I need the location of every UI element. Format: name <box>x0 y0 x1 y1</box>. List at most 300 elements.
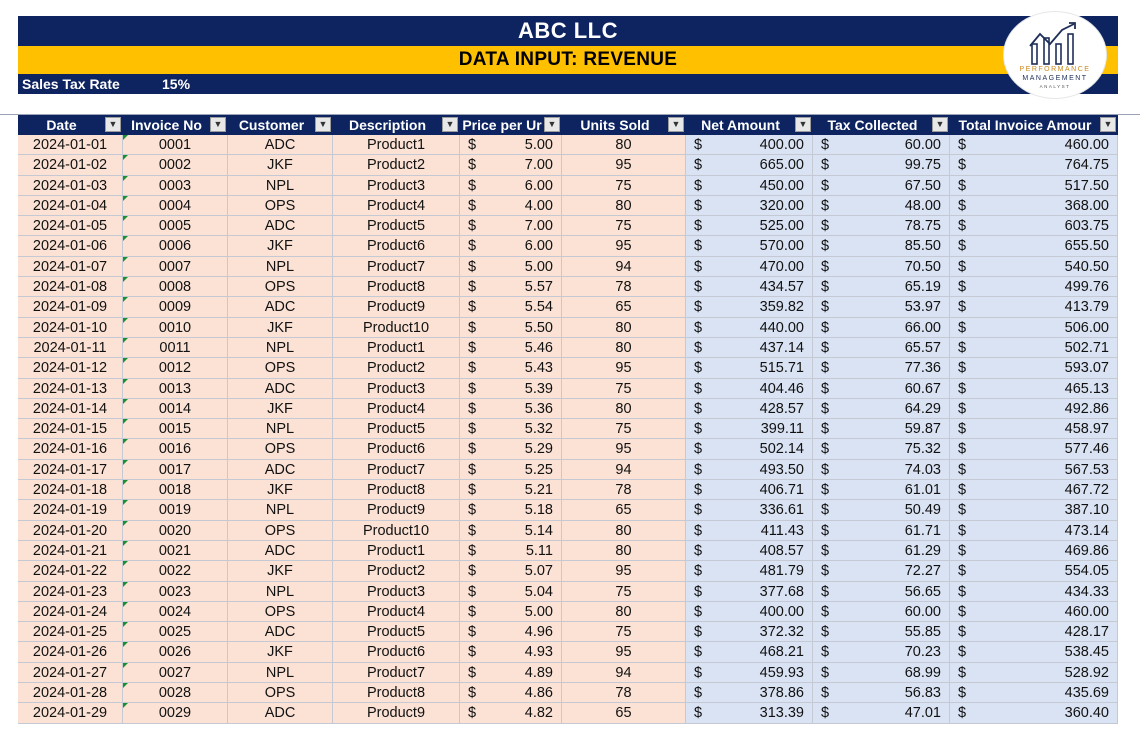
cell-total-invoice-amount[interactable] <box>950 358 1118 378</box>
text-number-warning-icon <box>123 541 128 546</box>
cell-value: JKF <box>267 157 293 174</box>
cell-invoice-no[interactable] <box>123 683 228 703</box>
cell-units-sold[interactable] <box>562 399 686 419</box>
cell-invoice-no[interactable] <box>123 480 228 500</box>
cell-customer[interactable] <box>228 521 333 541</box>
cell-tax-collected[interactable] <box>813 602 950 622</box>
cell-tax-collected[interactable] <box>813 297 950 317</box>
cell-price-per-unit[interactable] <box>460 419 562 439</box>
cell-total-invoice-amount[interactable] <box>950 257 1118 277</box>
cell-units-sold[interactable] <box>562 561 686 581</box>
cell-date[interactable] <box>18 521 123 541</box>
cell-net-amount[interactable] <box>686 379 813 399</box>
cell-units-sold[interactable] <box>562 541 686 561</box>
cell-invoice-no[interactable] <box>123 216 228 236</box>
cell-units-sold[interactable] <box>562 480 686 500</box>
cell-price-per-unit[interactable] <box>460 277 562 297</box>
cell-invoice-no[interactable] <box>123 318 228 338</box>
cell-units-sold[interactable] <box>562 155 686 175</box>
cell-tax-collected[interactable] <box>813 500 950 520</box>
cell-value: OPS <box>264 522 296 539</box>
filter-dropdown-icon[interactable]: ▼ <box>315 117 331 132</box>
cell-tax-collected[interactable] <box>813 277 950 297</box>
cell-date[interactable] <box>18 155 123 175</box>
cell-total-invoice-amount[interactable] <box>950 703 1118 723</box>
cell-total-invoice-amount[interactable] <box>950 561 1118 581</box>
cell-value: 593.07 <box>1064 360 1109 377</box>
cell-units-sold[interactable] <box>562 500 686 520</box>
cell-invoice-no[interactable] <box>123 622 228 642</box>
cell-invoice-no[interactable] <box>123 399 228 419</box>
cell-description[interactable] <box>333 500 460 520</box>
currency-symbol: $ <box>694 279 703 296</box>
cell-description[interactable] <box>333 318 460 338</box>
cell-price-per-unit[interactable] <box>460 216 562 236</box>
currency-symbol: $ <box>694 197 703 214</box>
cell-customer[interactable] <box>228 622 333 642</box>
cell-invoice-no[interactable] <box>123 460 228 480</box>
sales-tax-value[interactable]: 15% <box>162 76 191 92</box>
cell-price-per-unit[interactable] <box>460 155 562 175</box>
cell-net-amount[interactable] <box>686 419 813 439</box>
cell-price-per-unit[interactable] <box>460 379 562 399</box>
cell-invoice-no[interactable] <box>123 176 228 196</box>
cell-price-per-unit[interactable] <box>460 622 562 642</box>
cell-value: 80 <box>615 319 632 336</box>
cell-total-invoice-amount[interactable] <box>950 399 1118 419</box>
cell-customer[interactable] <box>228 135 333 155</box>
cell-net-amount[interactable] <box>686 135 813 155</box>
cell-customer[interactable] <box>228 582 333 602</box>
cell-customer[interactable] <box>228 358 333 378</box>
cell-tax-collected[interactable] <box>813 703 950 723</box>
cell-price-per-unit[interactable] <box>460 703 562 723</box>
cell-invoice-no[interactable] <box>123 561 228 581</box>
cell-price-per-unit[interactable] <box>460 135 562 155</box>
cell-customer[interactable] <box>228 460 333 480</box>
cell-tax-collected[interactable] <box>813 379 950 399</box>
cell-price-per-unit[interactable] <box>460 236 562 256</box>
cell-net-amount[interactable] <box>686 703 813 723</box>
cell-value: 0019 <box>158 502 192 519</box>
cell-customer[interactable] <box>228 297 333 317</box>
currency-symbol: $ <box>468 705 477 722</box>
cell-units-sold[interactable] <box>562 622 686 642</box>
filter-dropdown-icon[interactable]: ▼ <box>1100 117 1116 132</box>
cell-total-invoice-amount[interactable] <box>950 155 1118 175</box>
cell-date[interactable] <box>18 297 123 317</box>
cell-tax-collected[interactable] <box>813 155 950 175</box>
cell-description[interactable] <box>333 277 460 297</box>
cell-units-sold[interactable] <box>562 196 686 216</box>
cell-tax-collected[interactable] <box>813 399 950 419</box>
cell-invoice-no[interactable] <box>123 257 228 277</box>
cell-customer[interactable] <box>228 216 333 236</box>
cell-invoice-no[interactable] <box>123 602 228 622</box>
cell-price-per-unit[interactable] <box>460 480 562 500</box>
cell-total-invoice-amount[interactable] <box>950 297 1118 317</box>
cell-total-invoice-amount[interactable] <box>950 318 1118 338</box>
cell-customer[interactable] <box>228 419 333 439</box>
cell-description[interactable] <box>333 683 460 703</box>
cell-price-per-unit[interactable] <box>460 176 562 196</box>
cell-description[interactable] <box>333 521 460 541</box>
cell-invoice-no[interactable] <box>123 297 228 317</box>
cell-units-sold[interactable] <box>562 135 686 155</box>
cell-description[interactable] <box>333 663 460 683</box>
cell-total-invoice-amount[interactable] <box>950 480 1118 500</box>
cell-invoice-no[interactable] <box>123 582 228 602</box>
cell-customer[interactable] <box>228 338 333 358</box>
cell-net-amount[interactable] <box>686 622 813 642</box>
cell-value: 5.07 <box>524 563 553 580</box>
filter-dropdown-icon[interactable]: ▼ <box>668 117 684 132</box>
cell-units-sold[interactable] <box>562 297 686 317</box>
cell-value: 78 <box>615 279 632 296</box>
cell-total-invoice-amount[interactable] <box>950 582 1118 602</box>
cell-date[interactable] <box>18 602 123 622</box>
cell-units-sold[interactable] <box>562 216 686 236</box>
cell-total-invoice-amount[interactable] <box>950 602 1118 622</box>
cell-invoice-no[interactable] <box>123 135 228 155</box>
cell-units-sold[interactable] <box>562 703 686 723</box>
cell-value: 2024-01-27 <box>32 664 108 681</box>
cell-description[interactable] <box>333 338 460 358</box>
cell-total-invoice-amount[interactable] <box>950 216 1118 236</box>
cell-date[interactable] <box>18 663 123 683</box>
cell-units-sold[interactable] <box>562 338 686 358</box>
cell-net-amount[interactable] <box>686 196 813 216</box>
cell-tax-collected[interactable] <box>813 642 950 662</box>
cell-total-invoice-amount[interactable] <box>950 541 1118 561</box>
cell-description[interactable] <box>333 379 460 399</box>
cell-customer[interactable] <box>228 399 333 419</box>
cell-total-invoice-amount[interactable] <box>950 642 1118 662</box>
cell-net-amount[interactable] <box>686 257 813 277</box>
cell-invoice-no[interactable] <box>123 663 228 683</box>
cell-description[interactable] <box>333 196 460 216</box>
cell-net-amount[interactable] <box>686 338 813 358</box>
cell-tax-collected[interactable] <box>813 135 950 155</box>
cell-net-amount[interactable] <box>686 561 813 581</box>
cell-customer[interactable] <box>228 439 333 459</box>
cell-invoice-no[interactable] <box>123 642 228 662</box>
cell-invoice-no[interactable] <box>123 379 228 399</box>
cell-value: 2024-01-06 <box>32 238 108 255</box>
cell-units-sold[interactable] <box>562 521 686 541</box>
cell-price-per-unit[interactable] <box>460 358 562 378</box>
cell-customer[interactable] <box>228 541 333 561</box>
cell-total-invoice-amount[interactable] <box>950 379 1118 399</box>
cell-units-sold[interactable] <box>562 439 686 459</box>
currency-symbol: $ <box>694 400 703 417</box>
cell-net-amount[interactable] <box>686 663 813 683</box>
cell-price-per-unit[interactable] <box>460 460 562 480</box>
cell-customer[interactable] <box>228 480 333 500</box>
cell-units-sold[interactable] <box>562 582 686 602</box>
cell-total-invoice-amount[interactable] <box>950 135 1118 155</box>
cell-price-per-unit[interactable] <box>460 318 562 338</box>
cell-price-per-unit[interactable] <box>460 561 562 581</box>
cell-value: 387.10 <box>1064 502 1109 519</box>
currency-symbol: $ <box>958 522 967 539</box>
cell-invoice-no[interactable] <box>123 541 228 561</box>
cell-price-per-unit[interactable] <box>460 439 562 459</box>
cell-date[interactable] <box>18 500 123 520</box>
cell-net-amount[interactable] <box>686 358 813 378</box>
cell-net-amount[interactable] <box>686 155 813 175</box>
cell-date[interactable] <box>18 236 123 256</box>
cell-description[interactable] <box>333 297 460 317</box>
cell-net-amount[interactable] <box>686 642 813 662</box>
cell-date[interactable] <box>18 338 123 358</box>
filter-dropdown-icon[interactable]: ▼ <box>105 117 121 132</box>
cell-tax-collected[interactable] <box>813 663 950 683</box>
cell-customer[interactable] <box>228 683 333 703</box>
cell-date[interactable] <box>18 703 123 723</box>
cell-description[interactable] <box>333 135 460 155</box>
cell-net-amount[interactable] <box>686 521 813 541</box>
cell-value: 72.27 <box>904 563 941 580</box>
cell-total-invoice-amount[interactable] <box>950 683 1118 703</box>
cell-description[interactable] <box>333 622 460 642</box>
cell-description[interactable] <box>333 541 460 561</box>
cell-customer[interactable] <box>228 236 333 256</box>
cell-date[interactable] <box>18 135 123 155</box>
cell-invoice-no[interactable] <box>123 500 228 520</box>
cell-description[interactable] <box>333 419 460 439</box>
cell-value: 2024-01-01 <box>32 137 108 153</box>
cell-tax-collected[interactable] <box>813 521 950 541</box>
cell-description[interactable] <box>333 480 460 500</box>
cell-net-amount[interactable] <box>686 500 813 520</box>
cell-price-per-unit[interactable] <box>460 500 562 520</box>
cell-invoice-no[interactable] <box>123 419 228 439</box>
cell-description[interactable] <box>333 399 460 419</box>
cell-price-per-unit[interactable] <box>460 399 562 419</box>
cell-price-per-unit[interactable] <box>460 541 562 561</box>
cell-units-sold[interactable] <box>562 419 686 439</box>
cell-customer[interactable] <box>228 379 333 399</box>
cell-total-invoice-amount[interactable] <box>950 460 1118 480</box>
cell-total-invoice-amount[interactable] <box>950 439 1118 459</box>
cell-price-per-unit[interactable] <box>460 196 562 216</box>
cell-units-sold[interactable] <box>562 176 686 196</box>
filter-dropdown-icon[interactable]: ▼ <box>544 117 560 132</box>
cell-description[interactable] <box>333 176 460 196</box>
cell-date[interactable] <box>18 257 123 277</box>
cell-customer[interactable] <box>228 155 333 175</box>
cell-tax-collected[interactable] <box>813 419 950 439</box>
cell-units-sold[interactable] <box>562 277 686 297</box>
cell-net-amount[interactable] <box>686 460 813 480</box>
cell-tax-collected[interactable] <box>813 460 950 480</box>
cell-value: Product2 <box>366 563 426 580</box>
cell-date[interactable] <box>18 399 123 419</box>
filter-dropdown-icon[interactable]: ▼ <box>795 117 811 132</box>
cell-tax-collected[interactable] <box>813 176 950 196</box>
cell-customer[interactable] <box>228 663 333 683</box>
cell-invoice-no[interactable] <box>123 196 228 216</box>
cell-tax-collected[interactable] <box>813 439 950 459</box>
cell-tax-collected[interactable] <box>813 582 950 602</box>
cell-price-per-unit[interactable] <box>460 582 562 602</box>
cell-price-per-unit[interactable] <box>460 683 562 703</box>
cell-date[interactable] <box>18 622 123 642</box>
cell-date[interactable] <box>18 216 123 236</box>
cell-description[interactable] <box>333 561 460 581</box>
cell-description[interactable] <box>333 703 460 723</box>
cell-total-invoice-amount[interactable] <box>950 176 1118 196</box>
currency-symbol: $ <box>468 157 477 174</box>
cell-customer[interactable] <box>228 176 333 196</box>
cell-value: NPL <box>265 177 295 194</box>
cell-invoice-no[interactable] <box>123 236 228 256</box>
cell-total-invoice-amount[interactable] <box>950 338 1118 358</box>
filter-dropdown-icon[interactable]: ▼ <box>932 117 948 132</box>
cell-tax-collected[interactable] <box>813 318 950 338</box>
cell-invoice-no[interactable] <box>123 155 228 175</box>
cell-net-amount[interactable] <box>686 297 813 317</box>
cell-tax-collected[interactable] <box>813 236 950 256</box>
cell-net-amount[interactable] <box>686 602 813 622</box>
cell-price-per-unit[interactable] <box>460 257 562 277</box>
cell-units-sold[interactable] <box>562 257 686 277</box>
cell-description[interactable] <box>333 216 460 236</box>
cell-invoice-no[interactable] <box>123 358 228 378</box>
text-number-warning-icon <box>123 419 128 424</box>
cell-customer[interactable] <box>228 500 333 520</box>
cell-value: NPL <box>265 339 295 356</box>
cell-tax-collected[interactable] <box>813 338 950 358</box>
cell-units-sold[interactable] <box>562 460 686 480</box>
cell-units-sold[interactable] <box>562 642 686 662</box>
cell-description[interactable] <box>333 358 460 378</box>
cell-invoice-no[interactable] <box>123 277 228 297</box>
cell-tax-collected[interactable] <box>813 561 950 581</box>
cell-description[interactable] <box>333 460 460 480</box>
cell-customer[interactable] <box>228 561 333 581</box>
cell-units-sold[interactable] <box>562 358 686 378</box>
cell-tax-collected[interactable] <box>813 196 950 216</box>
cell-price-per-unit[interactable] <box>460 663 562 683</box>
cell-units-sold[interactable] <box>562 683 686 703</box>
cell-total-invoice-amount[interactable] <box>950 196 1118 216</box>
cell-net-amount[interactable] <box>686 176 813 196</box>
cell-customer[interactable] <box>228 257 333 277</box>
cell-tax-collected[interactable] <box>813 480 950 500</box>
cell-price-per-unit[interactable] <box>460 521 562 541</box>
cell-price-per-unit[interactable] <box>460 338 562 358</box>
cell-total-invoice-amount[interactable] <box>950 419 1118 439</box>
cell-customer[interactable] <box>228 277 333 297</box>
cell-description[interactable] <box>333 257 460 277</box>
cell-net-amount[interactable] <box>686 541 813 561</box>
cell-invoice-no[interactable] <box>123 703 228 723</box>
cell-customer[interactable] <box>228 318 333 338</box>
cell-customer[interactable] <box>228 642 333 662</box>
cell-date[interactable] <box>18 480 123 500</box>
cell-net-amount[interactable] <box>686 216 813 236</box>
cell-description[interactable] <box>333 642 460 662</box>
cell-date[interactable] <box>18 196 123 216</box>
currency-symbol: $ <box>821 624 830 641</box>
cell-date[interactable] <box>18 561 123 581</box>
currency-symbol: $ <box>821 238 830 255</box>
cell-description[interactable] <box>333 439 460 459</box>
cell-total-invoice-amount[interactable] <box>950 521 1118 541</box>
cell-description[interactable] <box>333 155 460 175</box>
cell-total-invoice-amount[interactable] <box>950 500 1118 520</box>
cell-customer[interactable] <box>228 703 333 723</box>
cell-net-amount[interactable] <box>686 236 813 256</box>
cell-invoice-no[interactable] <box>123 521 228 541</box>
cell-net-amount[interactable] <box>686 277 813 297</box>
cell-net-amount[interactable] <box>686 399 813 419</box>
cell-tax-collected[interactable] <box>813 541 950 561</box>
cell-tax-collected[interactable] <box>813 622 950 642</box>
cell-units-sold[interactable] <box>562 379 686 399</box>
cell-net-amount[interactable] <box>686 439 813 459</box>
cell-units-sold[interactable] <box>562 663 686 683</box>
cell-units-sold[interactable] <box>562 236 686 256</box>
cell-total-invoice-amount[interactable] <box>950 663 1118 683</box>
cell-description[interactable] <box>333 582 460 602</box>
filter-dropdown-icon[interactable]: ▼ <box>442 117 458 132</box>
cell-invoice-no[interactable] <box>123 338 228 358</box>
cell-total-invoice-amount[interactable] <box>950 236 1118 256</box>
cell-tax-collected[interactable] <box>813 257 950 277</box>
cell-tax-collected[interactable] <box>813 683 950 703</box>
cell-date[interactable] <box>18 419 123 439</box>
cell-date[interactable] <box>18 358 123 378</box>
cell-date[interactable] <box>18 318 123 338</box>
cell-tax-collected[interactable] <box>813 358 950 378</box>
cell-units-sold[interactable] <box>562 602 686 622</box>
cell-date[interactable] <box>18 541 123 561</box>
cell-total-invoice-amount[interactable] <box>950 622 1118 642</box>
cell-total-invoice-amount[interactable] <box>950 277 1118 297</box>
cell-date[interactable] <box>18 460 123 480</box>
cell-customer[interactable] <box>228 602 333 622</box>
filter-dropdown-icon[interactable]: ▼ <box>210 117 226 132</box>
cell-price-per-unit[interactable] <box>460 602 562 622</box>
cell-price-per-unit[interactable] <box>460 642 562 662</box>
currency-symbol: $ <box>958 299 967 316</box>
cell-date[interactable] <box>18 379 123 399</box>
cell-net-amount[interactable] <box>686 683 813 703</box>
cell-date[interactable] <box>18 582 123 602</box>
cell-invoice-no[interactable] <box>123 439 228 459</box>
cell-date[interactable] <box>18 277 123 297</box>
currency-symbol: $ <box>958 157 967 174</box>
cell-net-amount[interactable] <box>686 318 813 338</box>
cell-date[interactable] <box>18 642 123 662</box>
cell-price-per-unit[interactable] <box>460 297 562 317</box>
cell-date[interactable] <box>18 683 123 703</box>
cell-net-amount[interactable] <box>686 480 813 500</box>
cell-net-amount[interactable] <box>686 582 813 602</box>
cell-units-sold[interactable] <box>562 318 686 338</box>
cell-description[interactable] <box>333 602 460 622</box>
cell-tax-collected[interactable] <box>813 216 950 236</box>
text-number-warning-icon <box>123 480 128 485</box>
cell-date[interactable] <box>18 439 123 459</box>
cell-value: 5.57 <box>524 279 553 296</box>
cell-customer[interactable] <box>228 196 333 216</box>
cell-description[interactable] <box>333 236 460 256</box>
cell-date[interactable] <box>18 176 123 196</box>
